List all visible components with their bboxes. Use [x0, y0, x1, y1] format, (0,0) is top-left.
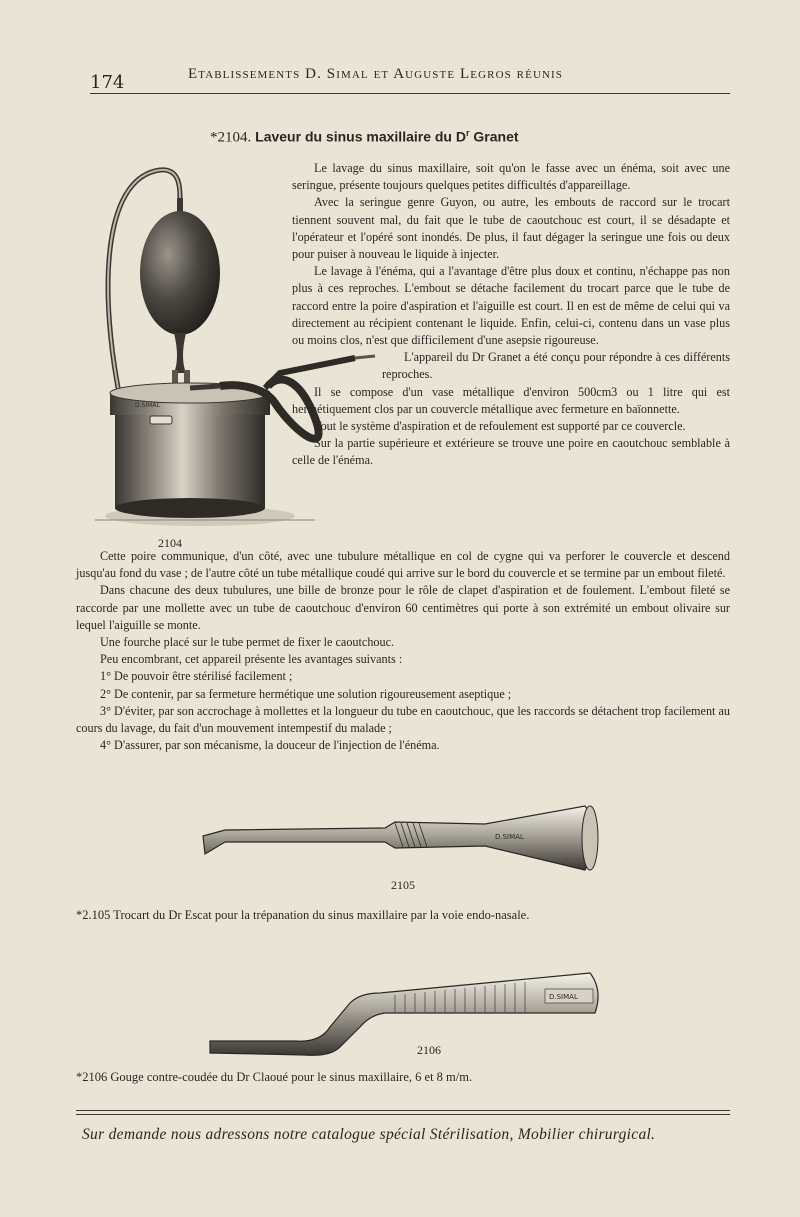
article-title-sup: r	[465, 128, 470, 138]
metal-vase	[115, 408, 265, 508]
list-item: 4° D'assurer, par son mécanisme, la douceur de l'injection de l'énéma.	[100, 738, 440, 753]
paragraph: Il se compose d'un vase métallique d'environ 500cm3 ou 1 litre qui est hermétiquement clos par un couvercle métallique avec fermeture en baïonnette.	[292, 384, 730, 416]
article-title	[210, 128, 519, 147]
article-text-full	[76, 548, 730, 754]
paragraph: Tout le système d'aspiration et de refoulement est supporté par ce couvercle.	[314, 419, 686, 434]
list-item: 3° D'éviter, par son accrochage à mollettes et la longueur du tube en caoutchouc, que les raccords se détachent trop facilement au cours du lavage, du fait d'un mouvement intempestif du malade ;	[76, 703, 730, 736]
header-rule	[90, 93, 730, 94]
list-item: 2° De contenir, par sa fermeture hermétique une solution rigoureusement aseptique ;	[100, 686, 512, 701]
figure-label-2105: 2105	[391, 878, 415, 892]
figure-label-2106: 2106	[417, 1043, 441, 1057]
article-title-text: Laveur du sinus maxillaire du D	[255, 128, 466, 145]
running-head	[90, 66, 730, 96]
article-number: *2104.	[210, 129, 252, 146]
paragraph: Dans chacune des deux tubulures, une bille de bronze pour le rôle de clapet d'aspiration et de foulement. L'embout fileté se raccorde par une mollette avec un tube de caoutchouc d'environ 60 centimètres qui porte à son extrémité un embout olivaire sur lequel l'aiguille se monte.	[76, 583, 730, 632]
list-item: 1° De pouvoir être stérilisé facilement ;	[100, 669, 293, 684]
figure-label-2104: 2104	[158, 536, 182, 550]
figure-2105	[195, 798, 605, 892]
rubber-bulb	[140, 211, 220, 335]
trocar-illustration	[195, 798, 605, 878]
paragraph: Une fourche placé sur le tube permet de fixer le caoutchouc.	[100, 635, 395, 650]
page-number: 174	[90, 72, 125, 93]
paragraph: Cette poire communique, d'un côté, avec une tubulure métallique en col de cygne qui va perforer le couvercle et descend jusqu'au fond du vase ; de l'autre côté un tube métallique coudé qui arrive sur le bord du couvercle et se termine par un embout fileté.	[76, 549, 730, 581]
paragraph: Le lavage du sinus maxillaire, soit qu'on le fasse avec un énéma, soit avec une seringue, présente toujours quelques petites difficultés d'appareillage.	[292, 161, 730, 193]
paragraph: Le lavage à l'énéma, qui a l'avantage d'être plus doux et continu, n'échappe pas non plus à ces reproches. L'embout se détache facilement du trocart parce que le tube de raccord entre la poire d'aspiration et l'aiguille est court. Il en est de même de celui qui va directement au récipient contenant le liquide. Enfin, celui-ci, contenu dans un vase plus ou moins clos, n'est que difficilement d'une asepsie rigoureuse.	[292, 264, 730, 348]
gouge-illustration	[205, 965, 605, 1060]
footer-rule	[76, 1110, 730, 1111]
article-title-end: Granet	[469, 128, 519, 145]
paragraph: Peu encombrant, cet appareil présente les avantages suivants :	[100, 652, 403, 667]
article-text-column	[292, 160, 730, 470]
engraving-2105: D.SIMAL	[495, 833, 524, 841]
caption-2106: *2106 Gouge contre-coudée du Dr Claoué pour le sinus maxillaire, 6 et 8 m/m.	[76, 1070, 473, 1084]
engraving-2104: D.SIMAL	[135, 402, 160, 409]
caption-2105: *2.105 Trocart du Dr Escat pour la trépanation du sinus maxillaire par la voie endo-nasale.	[76, 908, 530, 922]
footer-rule	[76, 1114, 730, 1115]
figure-2106	[205, 965, 605, 1060]
footer-note: Sur demande nous adressons notre catalogue spécial Stérilisation, Mobilier chirurgical.	[82, 1126, 656, 1143]
running-title: Etablissements D. Simal et Auguste Legros réunis	[188, 66, 564, 82]
paragraph: Sur la partie supérieure et extérieure se trouve une poire en caoutchouc semblable à celle de l'énéma.	[292, 436, 730, 468]
paragraph: L'appareil du Dr Granet a été conçu pour répondre à ces différents reproches.	[382, 350, 730, 382]
paragraph: Avec la seringue genre Guyon, ou autre, les embouts de raccord sur le trocart tiennent souvent mal, du fait que le tube de caoutchouc est court, il se désadapte et l'opérateur et l'opéré sont inondés. De plus, il faut dégager la seringue une fois ou deux pour puiser à nouveau le liquide à injecter.	[292, 195, 730, 262]
engraving-2106: D.SIMAL	[549, 993, 578, 1001]
